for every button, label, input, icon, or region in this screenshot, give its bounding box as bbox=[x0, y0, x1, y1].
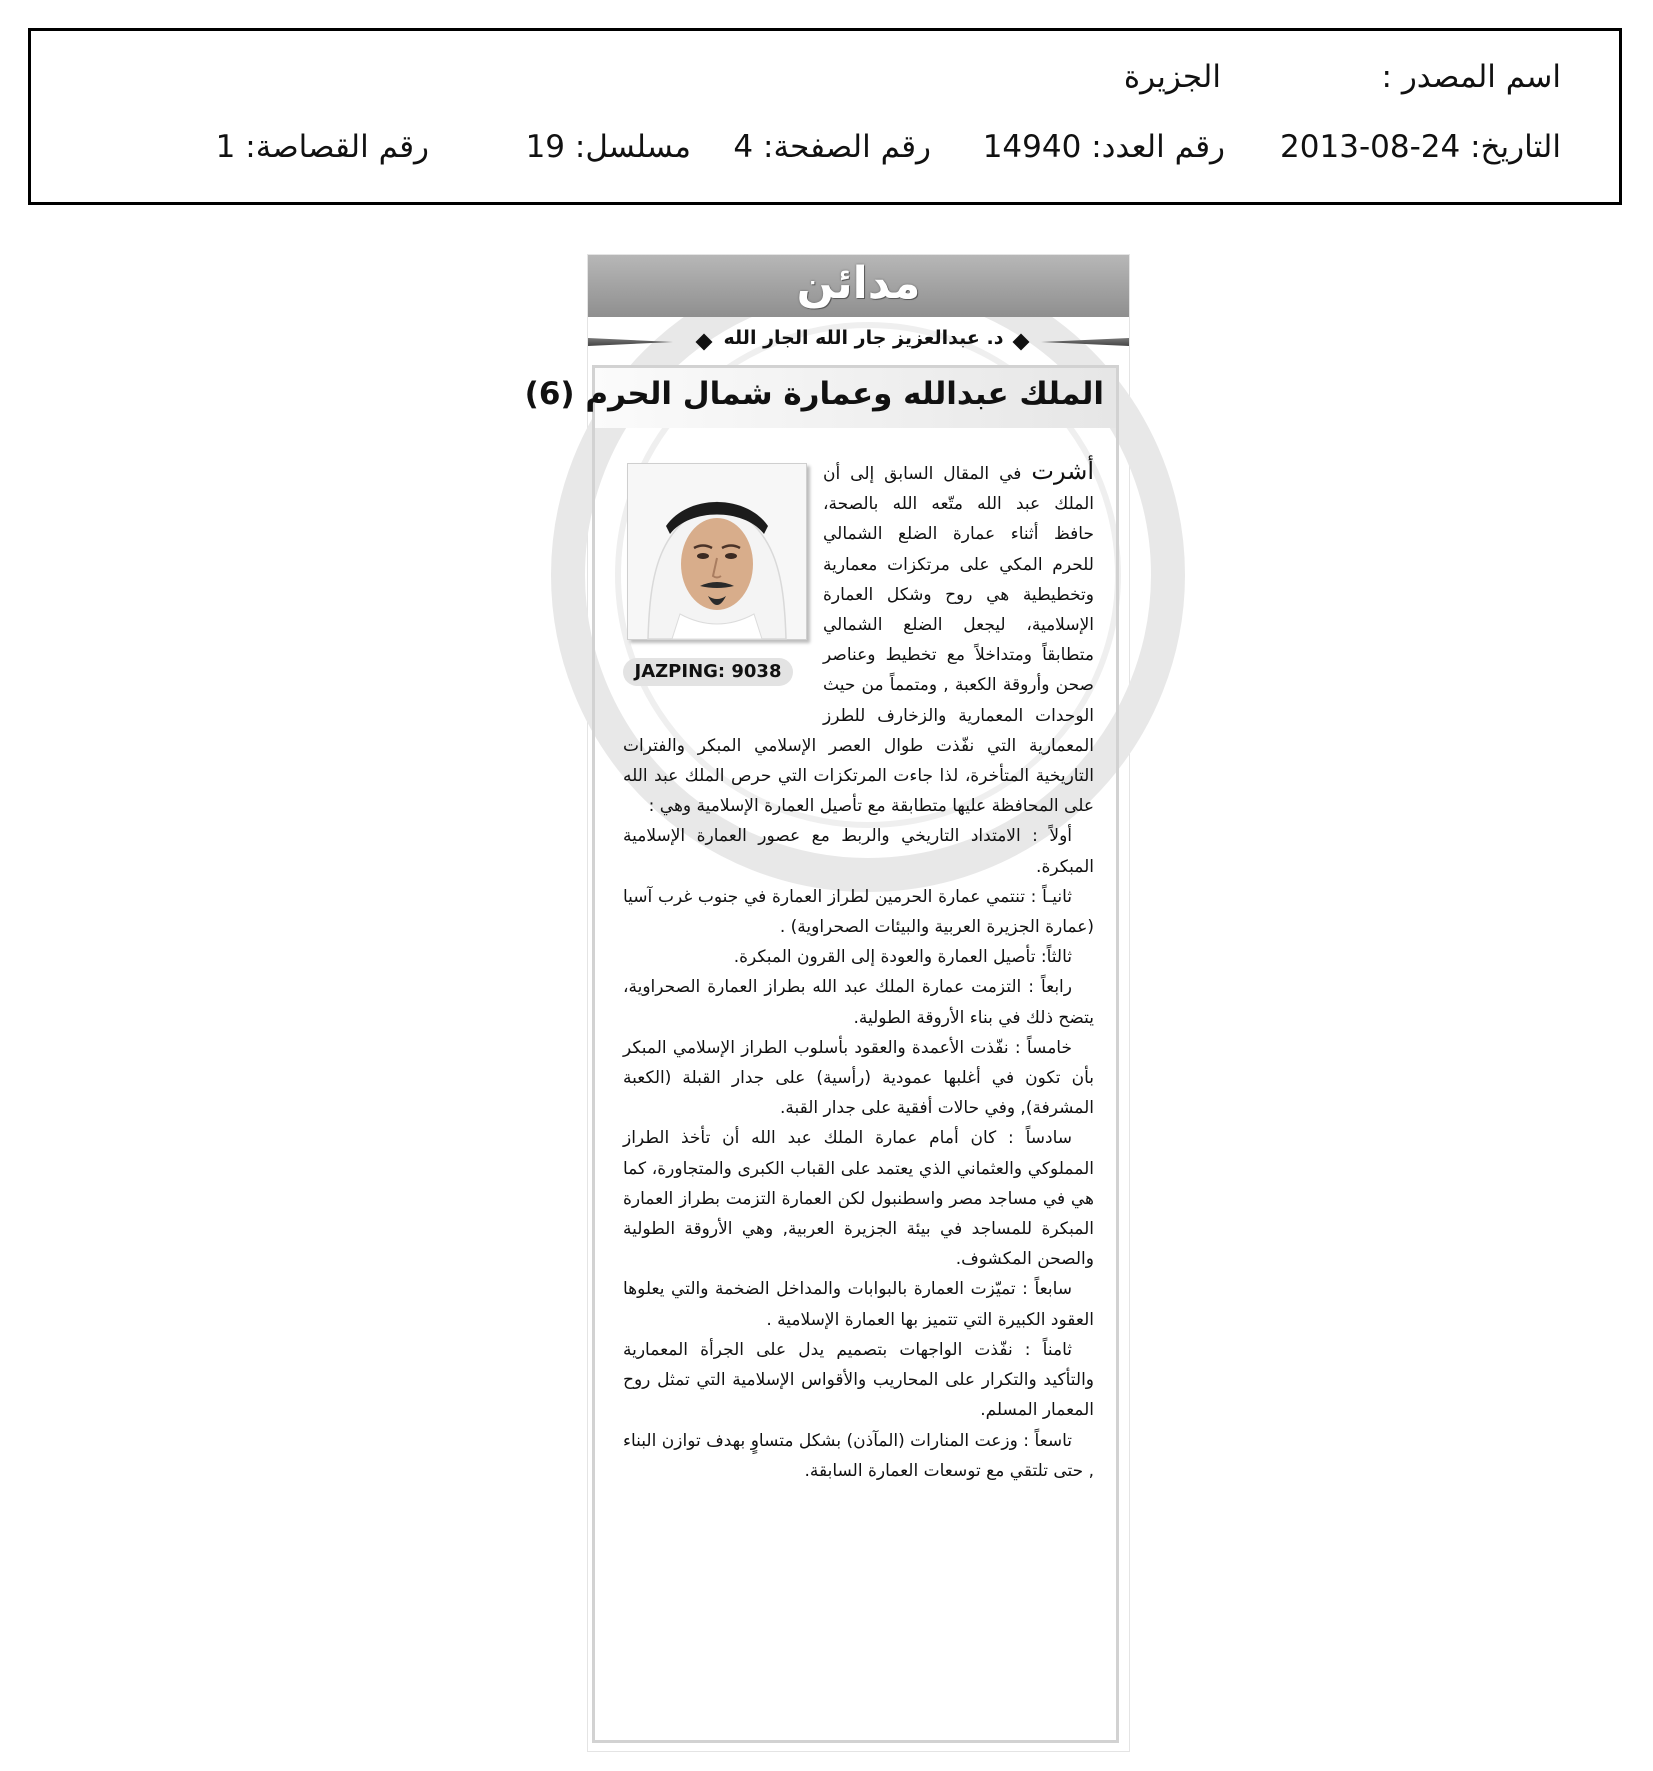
serial-value: 19 bbox=[525, 129, 566, 165]
point-3: ثالثاً: تأصيل العمارة والعودة إلى القرون المبكرة. bbox=[733, 947, 1072, 968]
point-4: رابعاً : التزمت عمارة الملك عبد الله بطراز العمارة الصحراوية، يتضح ذلك في بناء الأروقة الطولية. bbox=[623, 977, 1094, 1028]
page-label: رقم الصفحة: bbox=[763, 129, 931, 165]
author-byline: د. عبدالعزيز جار الله الجار الله bbox=[723, 327, 1004, 349]
clip-label: رقم القصاصة: bbox=[245, 129, 429, 165]
photo-float-spacer bbox=[623, 456, 823, 724]
intro-text: في المقال السابق إلى أن الملك عبد الله متّعه الله بالصحة، حافظ أثناء عمارة الضلع الشمالي للحرم المكي على مرتكزات معمارية وتخطيطية هي روح وشكل العمارة الإسلامية، ليجعل الضلع الشمالي متطابقاً ومتداخلاً مع تخطيط وعناصر صحن وأروقة الكعبة , ومتمماً من حيث الوحدات المعمارية والزخارف للطرز المعمارية التي نفّذت طوال العصر الإسلامي المبكر والفترات التاريخية المتأخرة، لذا جاءت المرتكزات التي حرص الملك عبد الله على المحافظة عليها متطابقة مع تأصيل العمارة الإسلامية وهي : bbox=[623, 464, 1094, 817]
issue-value: 14940 bbox=[982, 129, 1082, 165]
byline-rule-right bbox=[1041, 338, 1129, 346]
page-field bbox=[733, 129, 931, 165]
headline-band bbox=[524, 368, 1116, 428]
source-label: اسم المصدر : bbox=[1381, 59, 1561, 95]
article-headline: الملك عبدالله وعمارة شمال الحرم (6) bbox=[524, 376, 1104, 412]
date-label: التاريخ: bbox=[1470, 129, 1561, 165]
diamond-icon bbox=[696, 334, 713, 351]
point-9: تاسعاً : وزعت المنارات (المآذن) بشكل متساوٍ بهدف توازن البناء , حتى تلتقي مع توسعات العمارة السابقة. bbox=[623, 1430, 1094, 1481]
point-7: سابعاً : تميّزت العمارة بالبوابات والمداخل الضخمة والتي يعلوها العقود الكبيرة التي تتميز بها العمارة الإسلامية . bbox=[623, 1279, 1094, 1330]
diamond-icon bbox=[1013, 334, 1030, 351]
point-5: خامساً : نفّذت الأعمدة والعقود بأسلوب الطراز الإسلامي المبكر بأن تكون في أغلبها عمودية (رأسية) على جدار القبلة (الكعبة المشرفة), وفي حالات أفقية على جدار القبة. bbox=[623, 1037, 1094, 1119]
clipping-metadata-box bbox=[28, 28, 1622, 205]
byline-row bbox=[588, 327, 1129, 357]
point-1: أولاً : الامتداد التاريخي والربط مع عصور العمارة الإسلامية المبكرة. bbox=[623, 826, 1094, 877]
column-name: مدائن bbox=[796, 258, 921, 309]
article-frame bbox=[524, 365, 1119, 1743]
serial-field bbox=[526, 129, 691, 165]
issue-label: رقم العدد: bbox=[1091, 129, 1225, 165]
source-value: الجزيرة bbox=[1123, 59, 1221, 95]
point-2: ثانيـاً : تنتمي عمارة الحرمين لطراز العمارة في جنوب غرب آسيا (عمارة الجزيرة العربية والبيئات الصحراوية) . bbox=[623, 886, 1094, 938]
photo-code-badge: JAZPING: 9038 bbox=[623, 658, 793, 686]
clip-value: 1 bbox=[215, 129, 236, 165]
byline-rule-left bbox=[588, 338, 673, 346]
clip-field bbox=[216, 129, 429, 165]
date-field bbox=[1280, 129, 1561, 165]
newspaper-clipping bbox=[524, 255, 1129, 1751]
article-body bbox=[623, 456, 1094, 1486]
serial-label: مسلسل: bbox=[574, 129, 691, 165]
lead-word: أشرت bbox=[1031, 457, 1095, 485]
column-header-bar bbox=[588, 255, 1129, 317]
point-8: ثامناً : نفّذت الواجهات بتصميم يدل على الجرأة المعمارية والتأكيد والتكرار على المحاريب والأقواس الإسلامية التي تمثل روح المعمار المسلم. bbox=[623, 1339, 1094, 1421]
issue-field bbox=[983, 129, 1225, 165]
point-6: سادساً : كان أمام عمارة الملك عبد الله أن تأخذ الطراز المملوكي والعثماني الذي يعتمد على القباب الكبرى والمتجاورة، كما هي في مساجد مصر واسطنبول لكن العمارة التزمت بطراز العمارة المبكرة للمساجد في بيئة الجزيرة العربية, وهي الأروقة الطولية والصحن المكشوف. bbox=[623, 1128, 1094, 1270]
date-value: 2013-08-24 bbox=[1280, 129, 1461, 165]
page-value: 4 bbox=[733, 129, 754, 165]
